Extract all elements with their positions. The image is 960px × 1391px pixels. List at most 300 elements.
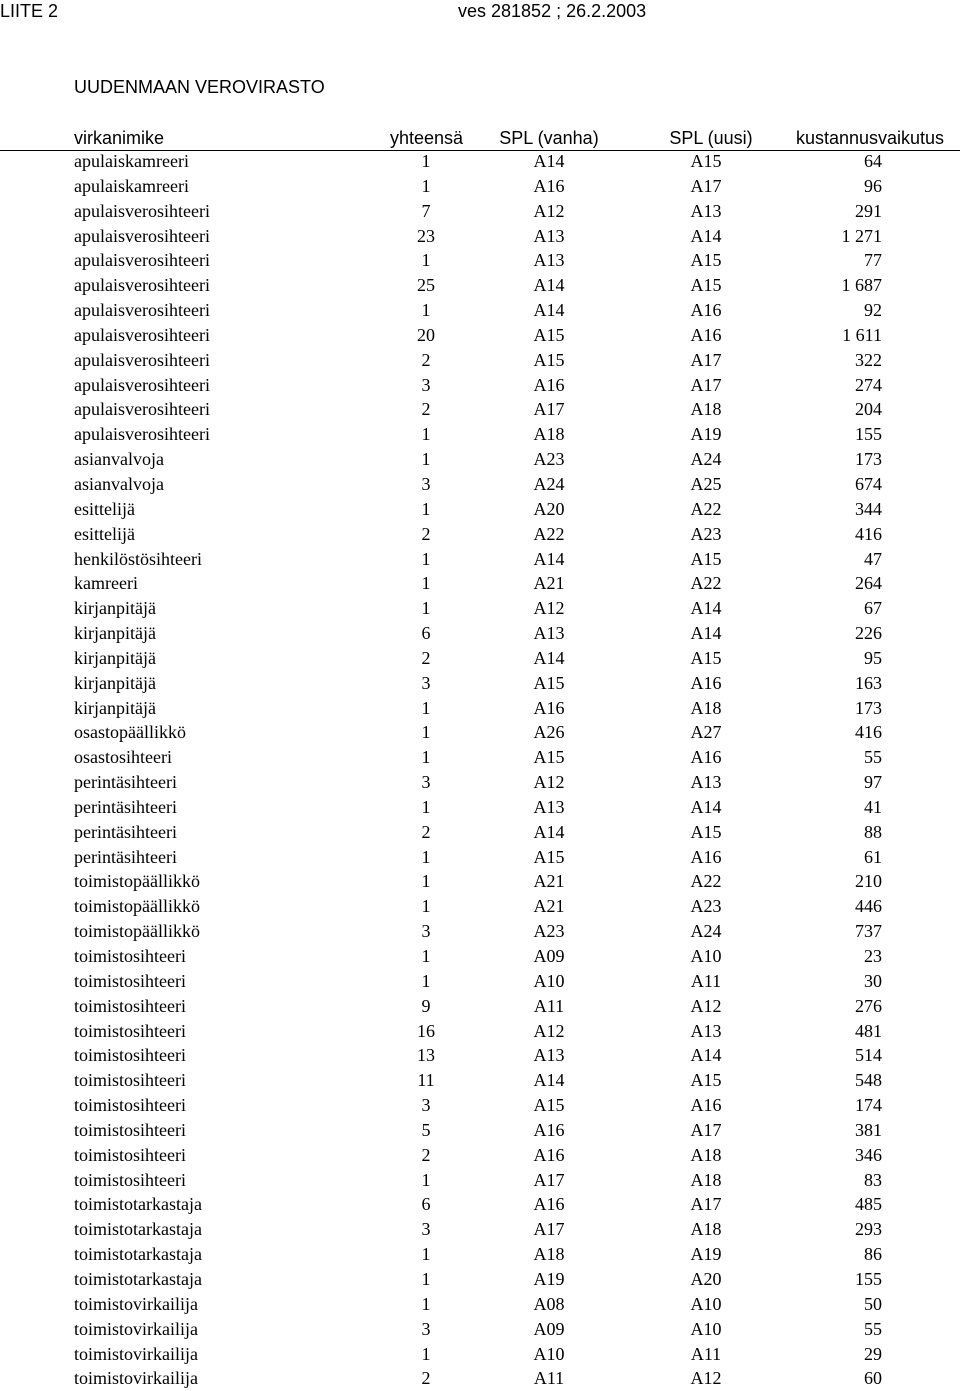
cell-spl-uusi: A12 xyxy=(690,995,722,1016)
table-row xyxy=(0,671,960,696)
cell-spl-uusi: A18 xyxy=(690,1144,722,1165)
cell-spl-uusi: A18 xyxy=(690,399,722,420)
cell-spl-vanha: A22 xyxy=(533,523,565,544)
cell-kustannusvaikutus: 226 xyxy=(855,623,882,644)
cell-kustannusvaikutus: 322 xyxy=(855,349,882,370)
cell-virkanimike: toimistosihteeri xyxy=(74,995,186,1016)
cell-kustannusvaikutus: 55 xyxy=(864,747,882,768)
cell-spl-uusi: A25 xyxy=(690,473,722,494)
cell-yhteensa: 1 xyxy=(421,151,431,171)
table-row xyxy=(0,1242,960,1267)
cell-yhteensa: 3 xyxy=(421,374,431,395)
cell-virkanimike: perintäsihteeri xyxy=(74,796,177,817)
table-row xyxy=(0,1093,960,1118)
cell-spl-vanha: A15 xyxy=(533,747,565,768)
cell-yhteensa: 1 xyxy=(421,498,431,519)
cell-kustannusvaikutus: 274 xyxy=(855,374,882,395)
table-row xyxy=(0,621,960,646)
cell-yhteensa: 13 xyxy=(417,1045,435,1066)
cell-yhteensa: 1 xyxy=(421,1169,431,1190)
cell-yhteensa: 7 xyxy=(421,200,431,221)
cell-spl-vanha: A11 xyxy=(533,995,565,1016)
cell-spl-uusi: A17 xyxy=(690,1119,722,1140)
cell-spl-uusi: A14 xyxy=(690,225,722,246)
table-row xyxy=(0,497,960,522)
cell-virkanimike: kamreeri xyxy=(74,573,138,594)
cell-virkanimike: perintäsihteeri xyxy=(74,846,177,867)
cell-kustannusvaikutus: 1 271 xyxy=(841,225,882,246)
cell-virkanimike: toimistosihteeri xyxy=(74,970,186,991)
cell-spl-vanha: A14 xyxy=(533,647,565,668)
table-row xyxy=(0,1317,960,1342)
cell-spl-vanha: A15 xyxy=(533,349,565,370)
cell-virkanimike: toimistopäällikkö xyxy=(74,871,200,892)
cell-spl-vanha: A15 xyxy=(533,672,565,693)
table-row xyxy=(0,472,960,497)
cell-virkanimike: perintäsihteeri xyxy=(74,772,177,793)
cell-virkanimike: apulaisverosihteeri xyxy=(74,275,210,296)
cell-virkanimike: apulaisverosihteeri xyxy=(74,324,210,345)
cell-spl-uusi: A16 xyxy=(690,747,722,768)
table-row xyxy=(0,795,960,820)
cell-kustannusvaikutus: 47 xyxy=(864,548,882,569)
cell-spl-vanha: A18 xyxy=(533,1244,565,1265)
cell-yhteensa: 3 xyxy=(421,772,431,793)
cell-kustannusvaikutus: 41 xyxy=(864,796,882,817)
table-row xyxy=(0,944,960,969)
table-row xyxy=(0,447,960,472)
cell-spl-vanha: A13 xyxy=(533,250,565,271)
table-row xyxy=(0,397,960,422)
cell-kustannusvaikutus: 67 xyxy=(864,598,882,619)
cell-spl-vanha: A12 xyxy=(533,598,565,619)
cell-yhteensa: 1 xyxy=(421,1343,431,1364)
cell-virkanimike: toimistovirkailija xyxy=(74,1343,198,1364)
table-row xyxy=(0,1192,960,1217)
cell-virkanimike: kirjanpitäjä xyxy=(74,697,156,718)
cell-kustannusvaikutus: 344 xyxy=(855,498,882,519)
table-row xyxy=(0,298,960,323)
cell-virkanimike: apulaisverosihteeri xyxy=(74,399,210,420)
cell-kustannusvaikutus: 96 xyxy=(864,175,882,196)
table-row xyxy=(0,994,960,1019)
cell-kustannusvaikutus: 481 xyxy=(855,1020,882,1041)
version-date-label: ves 281852 ; 26.2.2003 xyxy=(458,1,647,21)
cell-spl-vanha: A15 xyxy=(533,324,565,345)
cell-spl-uusi: A12 xyxy=(690,1368,722,1389)
cell-spl-uusi: A14 xyxy=(690,623,722,644)
cell-spl-uusi: A13 xyxy=(690,200,722,221)
cell-kustannusvaikutus: 293 xyxy=(855,1219,882,1240)
cell-spl-vanha: A16 xyxy=(533,697,565,718)
cell-spl-uusi: A15 xyxy=(690,548,722,569)
cell-virkanimike: osastopäällikkö xyxy=(74,722,186,743)
table-row xyxy=(0,720,960,745)
column-header-kustannusvaikutus: kustannusvaikutus xyxy=(795,128,945,148)
table-row xyxy=(0,745,960,770)
cell-yhteensa: 2 xyxy=(421,1368,431,1389)
cell-spl-vanha: A10 xyxy=(533,1343,565,1364)
cell-spl-uusi: A14 xyxy=(690,796,722,817)
column-header-yhteensa: yhteensä xyxy=(390,128,464,148)
cell-spl-uusi: A18 xyxy=(690,1169,722,1190)
cell-kustannusvaikutus: 88 xyxy=(864,821,882,842)
table-row xyxy=(0,646,960,671)
cell-spl-vanha: A14 xyxy=(533,151,565,171)
cell-spl-uusi: A27 xyxy=(690,722,722,743)
cell-virkanimike: toimistovirkailija xyxy=(74,1293,198,1314)
cell-kustannusvaikutus: 83 xyxy=(864,1169,882,1190)
table-row xyxy=(0,1143,960,1168)
cell-kustannusvaikutus: 174 xyxy=(855,1095,882,1116)
cell-virkanimike: toimistosihteeri xyxy=(74,1070,186,1091)
table-row xyxy=(0,1217,960,1242)
cell-virkanimike: toimistosihteeri xyxy=(74,1045,186,1066)
cell-spl-vanha: A17 xyxy=(533,1169,565,1190)
table-row xyxy=(0,149,960,174)
cell-virkanimike: toimistosihteeri xyxy=(74,1020,186,1041)
table-row xyxy=(0,248,960,273)
cell-spl-vanha: A12 xyxy=(533,772,565,793)
cell-yhteensa: 16 xyxy=(417,1020,435,1041)
cell-spl-uusi: A22 xyxy=(690,573,722,594)
cell-spl-vanha: A21 xyxy=(533,871,565,892)
cell-kustannusvaikutus: 416 xyxy=(855,523,882,544)
cell-spl-uusi: A13 xyxy=(690,772,722,793)
table-row xyxy=(0,770,960,795)
cell-spl-vanha: A16 xyxy=(533,1119,565,1140)
cell-spl-uusi: A22 xyxy=(690,871,722,892)
cell-spl-vanha: A13 xyxy=(533,796,565,817)
cell-kustannusvaikutus: 60 xyxy=(864,1368,882,1389)
cell-spl-vanha: A16 xyxy=(533,374,565,395)
cell-spl-uusi: A11 xyxy=(690,970,722,991)
cell-spl-uusi: A18 xyxy=(690,697,722,718)
cell-yhteensa: 1 xyxy=(421,449,431,470)
table-row xyxy=(0,696,960,721)
cell-spl-uusi: A15 xyxy=(690,250,722,271)
table-row xyxy=(0,174,960,199)
cell-kustannusvaikutus: 381 xyxy=(855,1119,882,1140)
cell-kustannusvaikutus: 155 xyxy=(855,424,882,445)
cell-spl-uusi: A15 xyxy=(690,151,722,171)
cell-kustannusvaikutus: 210 xyxy=(855,871,882,892)
table-row xyxy=(0,1366,960,1391)
cell-yhteensa: 3 xyxy=(421,473,431,494)
cell-spl-uusi: A17 xyxy=(690,349,722,370)
cell-virkanimike: toimistosihteeri xyxy=(74,946,186,966)
cell-virkanimike: perintäsihteeri xyxy=(74,821,177,842)
cell-virkanimike: apulaisverosihteeri xyxy=(74,200,210,221)
cell-yhteensa: 2 xyxy=(421,821,431,842)
cell-virkanimike: apulaisverosihteeri xyxy=(74,374,210,395)
cell-yhteensa: 1 xyxy=(421,970,431,991)
cell-yhteensa: 3 xyxy=(421,672,431,693)
cell-virkanimike: toimistotarkastaja xyxy=(74,1219,202,1240)
cell-spl-uusi: A10 xyxy=(690,1293,722,1314)
cell-virkanimike: toimistovirkailija xyxy=(74,1318,198,1339)
cell-yhteensa: 3 xyxy=(421,1095,431,1116)
table-row xyxy=(0,894,960,919)
cell-virkanimike: esittelijä xyxy=(74,523,135,544)
cell-virkanimike: esittelijä xyxy=(74,498,135,519)
cell-yhteensa: 2 xyxy=(421,523,431,544)
cell-kustannusvaikutus: 29 xyxy=(864,1343,882,1364)
cell-spl-uusi: A24 xyxy=(690,449,722,470)
cell-virkanimike: kirjanpitäjä xyxy=(74,672,156,693)
cell-kustannusvaikutus: 1 687 xyxy=(841,275,882,296)
cell-kustannusvaikutus: 264 xyxy=(855,573,882,594)
cell-yhteensa: 1 xyxy=(421,1268,431,1289)
cell-spl-vanha: A12 xyxy=(533,1020,565,1041)
table-row xyxy=(0,1043,960,1068)
cell-spl-uusi: A22 xyxy=(690,498,722,519)
cell-kustannusvaikutus: 23 xyxy=(864,946,882,966)
cell-yhteensa: 2 xyxy=(421,1144,431,1165)
cell-spl-uusi: A15 xyxy=(690,647,722,668)
cell-kustannusvaikutus: 548 xyxy=(855,1070,882,1091)
cell-kustannusvaikutus: 55 xyxy=(864,1318,882,1339)
cell-spl-uusi: A17 xyxy=(690,175,722,196)
cell-yhteensa: 1 xyxy=(421,697,431,718)
cell-spl-uusi: A13 xyxy=(690,1020,722,1041)
cell-yhteensa: 2 xyxy=(421,349,431,370)
cell-spl-uusi: A20 xyxy=(690,1268,722,1289)
cell-virkanimike: toimistovirkailija xyxy=(74,1368,198,1389)
cell-spl-vanha: A24 xyxy=(533,473,565,494)
cell-spl-uusi: A16 xyxy=(690,846,722,867)
cell-virkanimike: toimistotarkastaja xyxy=(74,1194,202,1215)
column-header-spl-vanha: SPL (vanha) xyxy=(499,128,599,148)
cell-spl-uusi: A16 xyxy=(690,324,722,345)
cell-kustannusvaikutus: 514 xyxy=(855,1045,882,1066)
cell-kustannusvaikutus: 50 xyxy=(864,1293,882,1314)
cell-yhteensa: 1 xyxy=(421,1244,431,1265)
cell-spl-vanha: A16 xyxy=(533,1144,565,1165)
cell-spl-uusi: A15 xyxy=(690,821,722,842)
cell-yhteensa: 25 xyxy=(417,275,435,296)
table-row xyxy=(0,1168,960,1193)
cell-yhteensa: 1 xyxy=(421,722,431,743)
cell-spl-vanha: A23 xyxy=(533,449,565,470)
cell-kustannusvaikutus: 163 xyxy=(855,672,882,693)
cell-spl-vanha: A09 xyxy=(533,1318,565,1339)
cell-spl-uusi: A19 xyxy=(690,1244,722,1265)
cell-virkanimike: kirjanpitäjä xyxy=(74,647,156,668)
cell-spl-vanha: A15 xyxy=(533,1095,565,1116)
cell-virkanimike: apulaiskamreeri xyxy=(74,151,189,171)
table-row xyxy=(0,224,960,249)
cell-spl-uusi: A14 xyxy=(690,598,722,619)
cell-yhteensa: 1 xyxy=(421,946,431,966)
cell-kustannusvaikutus: 446 xyxy=(855,896,882,917)
cell-yhteensa: 1 xyxy=(421,573,431,594)
cell-virkanimike: toimistopäällikkö xyxy=(74,921,200,942)
cell-kustannusvaikutus: 64 xyxy=(864,151,882,171)
table-row xyxy=(0,199,960,224)
cell-virkanimike: toimistotarkastaja xyxy=(74,1244,202,1265)
cell-kustannusvaikutus: 346 xyxy=(855,1144,882,1165)
table-row xyxy=(0,969,960,994)
cell-virkanimike: toimistosihteeri xyxy=(74,1144,186,1165)
table-row xyxy=(0,273,960,298)
table-row xyxy=(0,869,960,894)
cell-spl-vanha: A17 xyxy=(533,399,565,420)
cell-spl-vanha: A16 xyxy=(533,1194,565,1215)
cell-virkanimike: apulaisverosihteeri xyxy=(74,349,210,370)
cell-yhteensa: 3 xyxy=(421,1219,431,1240)
table-row xyxy=(0,1267,960,1292)
cell-virkanimike: kirjanpitäjä xyxy=(74,598,156,619)
table-body xyxy=(0,149,960,1391)
table-row xyxy=(0,1118,960,1143)
table-row xyxy=(0,571,960,596)
cell-spl-vanha: A14 xyxy=(533,1070,565,1091)
cell-spl-uusi: A15 xyxy=(690,275,722,296)
cell-spl-vanha: A26 xyxy=(533,722,565,743)
cell-yhteensa: 9 xyxy=(421,995,431,1016)
cell-virkanimike: apulaiskamreeri xyxy=(74,175,189,196)
cell-yhteensa: 1 xyxy=(421,896,431,917)
cell-spl-vanha: A14 xyxy=(533,821,565,842)
cell-yhteensa: 23 xyxy=(417,225,435,246)
cell-yhteensa: 5 xyxy=(421,1119,431,1140)
cell-virkanimike: toimistotarkastaja xyxy=(74,1268,202,1289)
cell-kustannusvaikutus: 1 611 xyxy=(842,324,882,345)
cell-spl-vanha: A21 xyxy=(533,896,565,917)
table-row xyxy=(0,522,960,547)
cell-kustannusvaikutus: 204 xyxy=(855,399,882,420)
table-row xyxy=(0,547,960,572)
table-row xyxy=(0,820,960,845)
table-row xyxy=(0,596,960,621)
cell-yhteensa: 1 xyxy=(421,250,431,271)
cell-kustannusvaikutus: 92 xyxy=(864,300,882,321)
cell-spl-uusi: A10 xyxy=(690,1318,722,1339)
cell-virkanimike: toimistosihteeri xyxy=(74,1169,186,1190)
cell-spl-vanha: A23 xyxy=(533,921,565,942)
cell-kustannusvaikutus: 86 xyxy=(864,1244,882,1265)
cell-spl-vanha: A15 xyxy=(533,846,565,867)
cell-virkanimike: apulaisverosihteeri xyxy=(74,225,210,246)
cell-spl-vanha: A12 xyxy=(533,200,565,221)
cell-yhteensa: 1 xyxy=(421,424,431,445)
cell-virkanimike: toimistosihteeri xyxy=(74,1095,186,1116)
cell-spl-vanha: A11 xyxy=(533,1368,565,1389)
cell-virkanimike: asianvalvoja xyxy=(74,473,164,494)
cell-yhteensa: 1 xyxy=(421,747,431,768)
cell-yhteensa: 1 xyxy=(421,1293,431,1314)
cell-kustannusvaikutus: 485 xyxy=(855,1194,882,1215)
cell-spl-uusi: A11 xyxy=(690,1343,722,1364)
cell-spl-vanha: A19 xyxy=(533,1268,565,1289)
cell-spl-vanha: A18 xyxy=(533,424,565,445)
cell-spl-vanha: A14 xyxy=(533,300,565,321)
cell-spl-uusi: A16 xyxy=(690,672,722,693)
cell-yhteensa: 2 xyxy=(421,399,431,420)
cell-yhteensa: 1 xyxy=(421,300,431,321)
cell-spl-vanha: A13 xyxy=(533,225,565,246)
cell-kustannusvaikutus: 97 xyxy=(864,772,882,793)
cell-spl-uusi: A19 xyxy=(690,424,722,445)
cell-yhteensa: 3 xyxy=(421,1318,431,1339)
cell-spl-vanha: A20 xyxy=(533,498,565,519)
cell-yhteensa: 6 xyxy=(421,1194,431,1215)
cell-kustannusvaikutus: 61 xyxy=(864,846,882,867)
cell-yhteensa: 6 xyxy=(421,623,431,644)
cell-spl-vanha: A17 xyxy=(533,1219,565,1240)
table-row xyxy=(0,323,960,348)
cell-spl-vanha: A13 xyxy=(533,623,565,644)
cell-kustannusvaikutus: 416 xyxy=(855,722,882,743)
cell-spl-vanha: A13 xyxy=(533,1045,565,1066)
cell-yhteensa: 20 xyxy=(417,324,435,345)
cell-virkanimike: kirjanpitäjä xyxy=(74,623,156,644)
cell-spl-vanha: A14 xyxy=(533,275,565,296)
cell-spl-uusi: A16 xyxy=(690,300,722,321)
cell-kustannusvaikutus: 674 xyxy=(855,473,882,494)
cell-virkanimike: henkilöstösihteeri xyxy=(74,548,202,569)
cell-spl-uusi: A23 xyxy=(690,896,722,917)
cell-kustannusvaikutus: 30 xyxy=(864,970,882,991)
cell-spl-uusi: A17 xyxy=(690,374,722,395)
appendix-label: LIITE 2 xyxy=(0,1,59,21)
cell-yhteensa: 11 xyxy=(417,1070,435,1091)
cell-spl-vanha: A10 xyxy=(533,970,565,991)
table-row xyxy=(0,1292,960,1317)
cell-virkanimike: apulaisverosihteeri xyxy=(74,250,210,271)
table-row xyxy=(0,348,960,373)
table-row xyxy=(0,919,960,944)
cell-spl-uusi: A16 xyxy=(690,1095,722,1116)
cell-virkanimike: apulaisverosihteeri xyxy=(74,300,210,321)
cell-virkanimike: asianvalvoja xyxy=(74,449,164,470)
cell-spl-uusi: A18 xyxy=(690,1219,722,1240)
cell-spl-vanha: A09 xyxy=(533,946,565,966)
cell-spl-vanha: A16 xyxy=(533,175,565,196)
cell-spl-vanha: A21 xyxy=(533,573,565,594)
cell-yhteensa: 2 xyxy=(421,647,431,668)
cell-kustannusvaikutus: 173 xyxy=(855,697,882,718)
table-row xyxy=(0,1068,960,1093)
column-header-spl-uusi: SPL (uusi) xyxy=(669,128,753,148)
table-header xyxy=(0,126,960,151)
table-row xyxy=(0,1019,960,1044)
column-header-virkanimike: virkanimike xyxy=(74,128,165,148)
cell-kustannusvaikutus: 95 xyxy=(864,647,882,668)
cell-virkanimike: toimistosihteeri xyxy=(74,1119,186,1140)
table-row xyxy=(0,1342,960,1367)
cell-spl-uusi: A24 xyxy=(690,921,722,942)
document-title: UUDENMAAN VEROVIRASTO xyxy=(74,77,325,97)
cell-spl-vanha: A14 xyxy=(533,548,565,569)
cell-yhteensa: 1 xyxy=(421,175,431,196)
cell-kustannusvaikutus: 155 xyxy=(855,1268,882,1289)
table-row xyxy=(0,845,960,870)
table-row xyxy=(0,422,960,447)
cell-kustannusvaikutus: 77 xyxy=(864,250,882,271)
table-row xyxy=(0,373,960,398)
cell-yhteensa: 1 xyxy=(421,871,431,892)
cell-yhteensa: 3 xyxy=(421,921,431,942)
cell-spl-uusi: A14 xyxy=(690,1045,722,1066)
cell-kustannusvaikutus: 173 xyxy=(855,449,882,470)
cell-virkanimike: osastosihteeri xyxy=(74,747,172,768)
cell-virkanimike: toimistopäällikkö xyxy=(74,896,200,917)
cell-yhteensa: 1 xyxy=(421,598,431,619)
cell-kustannusvaikutus: 276 xyxy=(855,995,882,1016)
cell-spl-uusi: A23 xyxy=(690,523,722,544)
